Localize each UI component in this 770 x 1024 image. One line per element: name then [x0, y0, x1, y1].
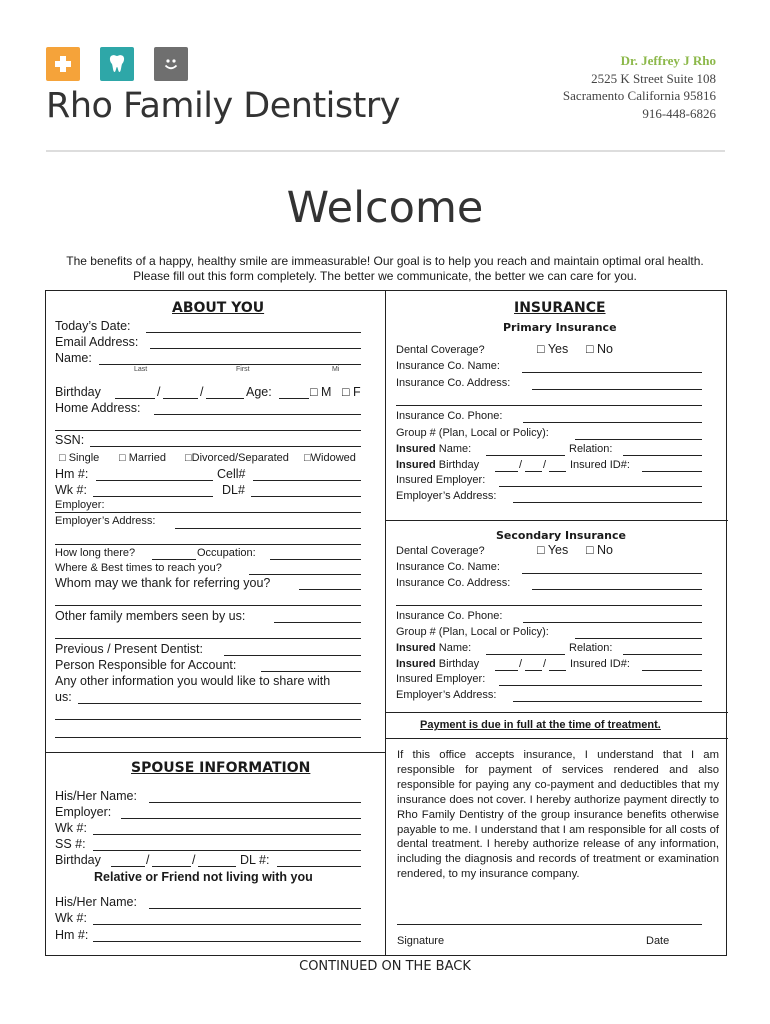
- employer-label: Employer:: [55, 499, 105, 511]
- primary-insured-employer-label: Insured Employer:: [396, 474, 486, 486]
- birthday-slash-1: /: [157, 385, 161, 399]
- secondary-co-name-label: Insurance Co. Name:: [396, 561, 500, 573]
- spouse-birthday-label: Birthday: [55, 853, 101, 867]
- secondary-employer-address-field[interactable]: [513, 701, 702, 702]
- insured-bold: Insured: [396, 658, 436, 670]
- spouse-title: SPOUSE INFORMATION: [131, 760, 311, 776]
- secondary-coverage-yes[interactable]: [537, 543, 568, 557]
- spouse-birthday-slash-1: /: [146, 853, 150, 867]
- checkbox-icon: □: [537, 342, 548, 356]
- home-address-field[interactable]: [154, 414, 361, 415]
- secondary-coverage-label: Dental Coverage?: [396, 545, 485, 557]
- relative-hm-label: Hm #:: [55, 928, 89, 942]
- home-address-label: Home Address:: [55, 401, 141, 415]
- insurance-title: INSURANCE: [514, 300, 606, 316]
- occupation-field[interactable]: [270, 559, 361, 560]
- address-line-1: 2525 K Street Suite 108: [591, 70, 716, 86]
- insured-name-text: Name:: [438, 642, 472, 654]
- brand-name: Rho Family Dentistry: [46, 86, 400, 126]
- spouse-ss-field[interactable]: [93, 850, 361, 851]
- single-label: Single: [68, 452, 100, 464]
- checkbox-icon: □: [185, 452, 192, 464]
- date-label: Date: [646, 935, 670, 947]
- other-info-label: Any other information you would like to share with: [55, 674, 331, 688]
- payment-divider-bottom: [386, 738, 728, 739]
- how-long-label: How long there?: [55, 547, 136, 559]
- birthday-day-field[interactable]: [163, 398, 198, 399]
- primary-co-address-field-2[interactable]: [396, 405, 702, 406]
- name-last-hint: Last: [134, 366, 148, 373]
- dentist-field[interactable]: [224, 655, 361, 656]
- status-divorced-option[interactable]: [185, 452, 289, 464]
- primary-bday-slash-2: /: [543, 459, 547, 471]
- secondary-insured-bday-day[interactable]: [525, 670, 542, 671]
- intake-form: [45, 290, 727, 956]
- birthday-slash-2: /: [200, 385, 204, 399]
- primary-group-label: Group # (Plan, Local or Policy):: [396, 427, 549, 439]
- insured-bold: Insured: [396, 642, 436, 654]
- signature-field[interactable]: [397, 924, 702, 925]
- checkbox-icon: □: [119, 452, 129, 464]
- primary-insured-name-label: [396, 443, 471, 455]
- spouse-dl-field[interactable]: [277, 866, 361, 867]
- primary-insured-name-field[interactable]: [486, 455, 565, 456]
- secondary-bday-slash-2: /: [543, 658, 547, 670]
- primary-employer-address-label: Employer’s Address:: [396, 490, 497, 502]
- primary-co-name-label: Insurance Co. Name:: [396, 360, 500, 372]
- relative-name-field[interactable]: [149, 908, 361, 909]
- secondary-co-phone-label: Insurance Co. Phone:: [396, 610, 503, 622]
- intro-line-1: The benefits of a happy, healthy smile are immeasurable! Our goal is to help you reach and maintain optimal oral health.: [66, 254, 704, 268]
- spouse-wk-field[interactable]: [93, 834, 361, 835]
- responsible-field[interactable]: [261, 671, 361, 672]
- primary-co-address-label: Insurance Co. Address:: [396, 377, 511, 389]
- tooth-icon: [100, 47, 134, 81]
- cell-field[interactable]: [253, 480, 361, 481]
- address-line-2: Sacramento California 95816: [562, 88, 716, 103]
- married-label: Married: [128, 452, 166, 464]
- primary-relation-field[interactable]: [623, 455, 702, 456]
- age-field[interactable]: [279, 398, 309, 399]
- relative-hm-field[interactable]: [93, 941, 361, 942]
- secondary-insured-name-label: [396, 642, 471, 654]
- spouse-dl-label: DL #:: [240, 853, 270, 867]
- birthday-year-field[interactable]: [206, 398, 244, 399]
- yes-label: Yes: [547, 342, 569, 356]
- checkbox-icon: □: [304, 452, 311, 464]
- primary-insured-bday-day[interactable]: [525, 471, 542, 472]
- spouse-name-label: His/Her Name:: [55, 789, 137, 803]
- dentist-label: Previous / Present Dentist:: [55, 642, 203, 656]
- female-label: F: [353, 385, 361, 399]
- widowed-label: Widowed: [310, 452, 356, 464]
- no-label: No: [597, 342, 614, 356]
- no-label: No: [597, 543, 614, 557]
- dl-field[interactable]: [251, 496, 361, 497]
- column-divider: [385, 291, 386, 955]
- primary-co-address-field[interactable]: [532, 389, 702, 390]
- secondary-co-address-field-2[interactable]: [396, 605, 702, 606]
- male-label: M: [321, 385, 332, 399]
- work-phone-label: Wk #:: [55, 483, 87, 497]
- spouse-birthday-month[interactable]: [111, 866, 145, 867]
- todays-date-label: Today’s Date:: [55, 319, 131, 333]
- phone-number: 916-448-6826: [642, 105, 716, 121]
- secondary-group-field[interactable]: [575, 638, 702, 639]
- primary-co-phone-label: Insurance Co. Phone:: [396, 410, 503, 422]
- spouse-divider: [46, 752, 386, 753]
- insured-birthday-text: Birthday: [438, 658, 480, 670]
- primary-coverage-no[interactable]: [586, 342, 613, 356]
- status-single-option[interactable]: [59, 452, 99, 464]
- intro-text: [30, 254, 740, 284]
- primary-relation-label: Relation:: [569, 443, 613, 455]
- spouse-birthday-slash-2: /: [192, 853, 196, 867]
- ssn-label: SSN:: [55, 433, 85, 447]
- sex-male-option[interactable]: [310, 385, 331, 399]
- payment-title: Payment is due in full at the time of treatment.: [420, 719, 661, 731]
- signature-label: Signature: [397, 935, 445, 947]
- primary-insured-bday-month[interactable]: [495, 471, 518, 472]
- primary-insurance-title: Primary Insurance: [503, 321, 617, 334]
- insured-bold: Insured: [396, 443, 436, 455]
- email-field[interactable]: [150, 348, 361, 349]
- occupation-label: Occupation:: [197, 547, 256, 559]
- spouse-employer-field[interactable]: [121, 818, 361, 819]
- spouse-wk-label: Wk #:: [55, 821, 87, 835]
- plus-icon: [46, 47, 80, 81]
- sex-female-option[interactable]: [342, 385, 361, 399]
- primary-group-field[interactable]: [575, 439, 702, 440]
- ssn-field[interactable]: [90, 446, 361, 447]
- name-first-hint: First: [236, 366, 250, 373]
- birthday-label: Birthday: [55, 385, 101, 399]
- secondary-insured-id-field[interactable]: [642, 670, 702, 671]
- secondary-co-address-label: Insurance Co. Address:: [396, 577, 511, 589]
- email-label: Email Address:: [55, 335, 139, 349]
- primary-insured-birthday-label: [396, 459, 479, 471]
- checkbox-icon: □: [586, 543, 598, 557]
- secondary-insurance-title: Secondary Insurance: [496, 529, 626, 542]
- checkbox-icon: □: [537, 543, 548, 557]
- spouse-ss-label: SS #:: [55, 837, 86, 851]
- other-info-us-label: us:: [55, 690, 72, 704]
- name-label: Name:: [55, 351, 92, 365]
- family-members-field-2[interactable]: [55, 638, 361, 639]
- secondary-co-address-field[interactable]: [532, 589, 702, 590]
- primary-co-phone-field[interactable]: [523, 422, 702, 423]
- other-info-field[interactable]: [78, 703, 361, 704]
- relative-title: Relative or Friend not living with you: [94, 870, 313, 884]
- best-times-field[interactable]: [249, 574, 361, 575]
- cell-label: Cell#: [217, 467, 246, 481]
- referring-field[interactable]: [299, 589, 361, 590]
- secondary-bday-slash-1: /: [519, 658, 523, 670]
- doctor-name: Dr. Jeffrey J Rho: [620, 53, 716, 68]
- other-info-field-2[interactable]: [55, 719, 361, 720]
- work-phone-field[interactable]: [93, 496, 213, 497]
- secondary-relation-label: Relation:: [569, 642, 613, 654]
- secondary-group-label: Group # (Plan, Local or Policy):: [396, 626, 549, 638]
- relative-name-label: His/Her Name:: [55, 895, 137, 909]
- home-phone-label: Hm #:: [55, 467, 89, 481]
- status-married-option[interactable]: [119, 452, 166, 464]
- relative-wk-field[interactable]: [93, 924, 361, 925]
- header-divider: [46, 150, 725, 152]
- birthday-month-field[interactable]: [115, 398, 155, 399]
- secondary-insured-employer-field[interactable]: [499, 685, 702, 686]
- dl-label: DL#: [222, 483, 245, 497]
- secondary-insured-id-label: Insured ID#:: [570, 658, 630, 670]
- secondary-insured-employer-label: Insured Employer:: [396, 673, 486, 685]
- checkbox-icon: □: [342, 385, 354, 399]
- spouse-birthday-year[interactable]: [198, 866, 236, 867]
- page-title: Welcome: [286, 183, 484, 233]
- primary-coverage-label: Dental Coverage?: [396, 344, 485, 356]
- how-long-field[interactable]: [152, 559, 196, 560]
- employer-address-label: Employer’s Address:: [55, 515, 156, 527]
- home-phone-field[interactable]: [96, 480, 213, 481]
- secondary-insured-bday-month[interactable]: [495, 670, 518, 671]
- payment-terms: If this office accepts insurance, I understand that I am responsible for payment of services rendered and also responsible for paying any co-payment and deductibles that my insurance does not cover. I hereby authorize payment directly to Rho Family Dentistry of the group insurance benefits otherwise payable to me. I understand that I am responsible for all costs of dental treatment. I hereby authorize release of any information, including the diagnosis and records of treatment or examination rendered, to my insurance company.: [397, 749, 719, 881]
- family-members-label: Other family members seen by us:: [55, 609, 246, 623]
- about-you-title: ABOUT YOU: [172, 300, 265, 316]
- primary-insured-bday-year[interactable]: [549, 471, 566, 472]
- other-info-field-3[interactable]: [55, 737, 361, 738]
- home-address-field-2[interactable]: [55, 430, 361, 431]
- secondary-insured-bday-year[interactable]: [549, 670, 566, 671]
- secondary-co-phone-field[interactable]: [523, 622, 702, 623]
- smile-icon: [154, 47, 188, 81]
- secondary-coverage-no[interactable]: [586, 543, 613, 557]
- checkbox-icon: □: [310, 385, 322, 399]
- checkbox-icon: □: [59, 452, 69, 464]
- primary-insured-id-field[interactable]: [642, 471, 702, 472]
- employer-field[interactable]: [55, 512, 361, 513]
- primary-insured-employer-field[interactable]: [499, 486, 702, 487]
- secondary-insured-birthday-label: [396, 658, 479, 670]
- primary-insured-id-label: Insured ID#:: [570, 459, 630, 471]
- referring-field-2[interactable]: [55, 605, 361, 606]
- spouse-birthday-day[interactable]: [152, 866, 191, 867]
- status-widowed-option[interactable]: [304, 452, 356, 464]
- primary-coverage-yes[interactable]: [537, 342, 568, 356]
- intro-line-2: Please fill out this form completely. The better we communicate, the better we can care for you.: [133, 269, 637, 283]
- referring-label: Whom may we thank for referring you?: [55, 576, 271, 590]
- primary-employer-address-field[interactable]: [513, 502, 702, 503]
- age-label: Age:: [246, 385, 272, 399]
- insured-bold: Insured: [396, 459, 436, 471]
- employer-address-field-2[interactable]: [55, 544, 361, 545]
- divorced-label: Divorced/Separated: [191, 452, 289, 464]
- logo-icons: [46, 47, 188, 81]
- insured-birthday-text: Birthday: [438, 459, 480, 471]
- employer-address-field[interactable]: [175, 528, 361, 529]
- secondary-relation-field[interactable]: [623, 654, 702, 655]
- spouse-employer-label: Employer:: [55, 805, 112, 819]
- continued-note: CONTINUED ON THE BACK: [299, 959, 471, 974]
- payment-divider-top: [386, 712, 728, 713]
- relative-wk-label: Wk #:: [55, 911, 87, 925]
- secondary-employer-address-label: Employer’s Address:: [396, 689, 497, 701]
- secondary-co-name-field[interactable]: [522, 573, 702, 574]
- primary-co-name-field[interactable]: [522, 372, 702, 373]
- name-mi-hint: Mi: [332, 366, 340, 373]
- name-field[interactable]: [99, 364, 361, 365]
- doctor-contact: [563, 52, 716, 122]
- secondary-insured-name-field[interactable]: [486, 654, 565, 655]
- primary-bday-slash-1: /: [519, 459, 523, 471]
- checkbox-icon: □: [586, 342, 598, 356]
- family-members-field[interactable]: [274, 622, 361, 623]
- todays-date-field[interactable]: [146, 332, 361, 333]
- spouse-name-field[interactable]: [149, 802, 361, 803]
- secondary-divider: [386, 520, 728, 521]
- responsible-label: Person Responsible for Account:: [55, 658, 237, 672]
- yes-label: Yes: [547, 543, 569, 557]
- best-times-label: Where & Best times to reach you?: [55, 562, 222, 574]
- insured-name-text: Name:: [438, 443, 472, 455]
